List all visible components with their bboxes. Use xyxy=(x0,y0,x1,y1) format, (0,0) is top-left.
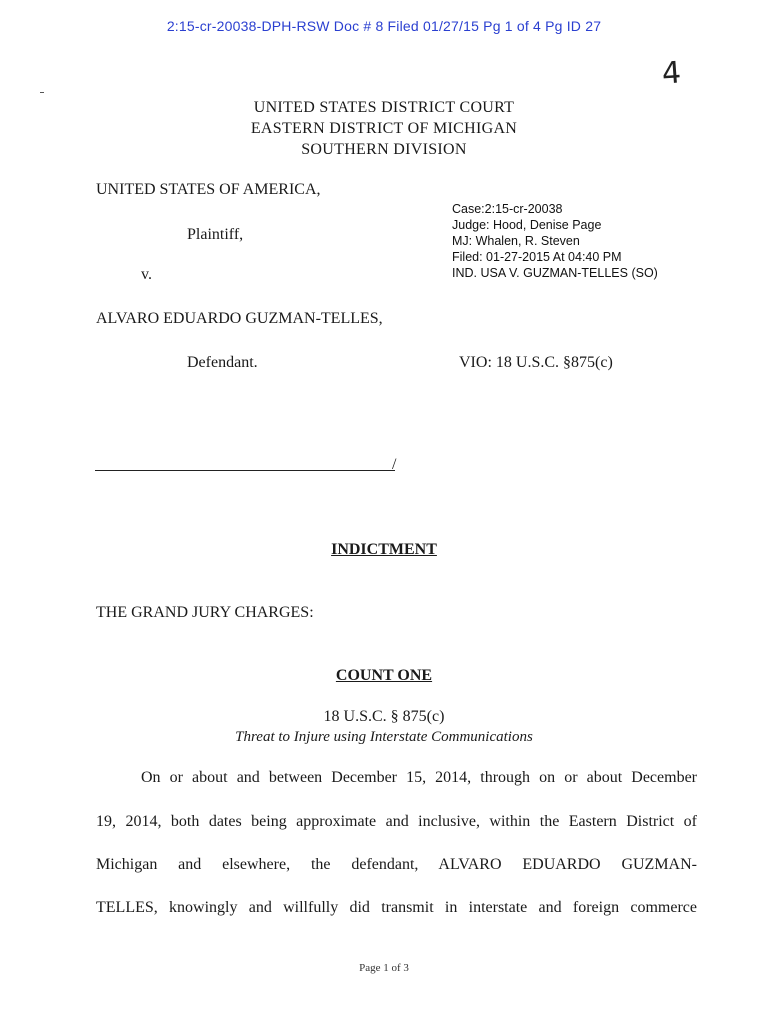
body-line: TELLES, knowingly and willfully did transmit in interstate and foreign commerce xyxy=(96,899,697,916)
indictment-title xyxy=(0,541,768,559)
court-name: UNITED STATES DISTRICT COURT xyxy=(253,99,515,116)
signature-slash: / xyxy=(392,456,397,473)
case-number: Case:2:15-cr-20038 xyxy=(452,202,563,216)
magistrate-judge: MJ: Whalen, R. Steven xyxy=(452,234,580,248)
page-footer: Page 1 of 3 xyxy=(359,962,409,974)
count-title xyxy=(0,667,768,685)
court-heading xyxy=(0,97,768,160)
scan-artifact xyxy=(40,92,44,93)
violation-citation: VIO: 18 U.S.C. §875(c) xyxy=(459,354,613,371)
signature-line xyxy=(95,470,395,471)
plaintiff-name: UNITED STATES OF AMERICA, xyxy=(96,181,321,198)
court-division: SOUTHERN DIVISION xyxy=(301,141,467,158)
court-district: EASTERN DISTRICT OF MICHIGAN xyxy=(250,120,518,137)
ecf-header-stamp: 2:15-cr-20038-DPH-RSW Doc # 8 Filed 01/27/15 Pg 1 of 4 Pg ID 27 xyxy=(166,18,602,34)
case-assignment-stamp xyxy=(452,201,658,281)
case-caption: IND. USA V. GUZMAN-TELLES (SO) xyxy=(452,266,658,280)
count-title-text: COUNT ONE xyxy=(335,667,433,684)
body-line: Michigan and elsewhere, the defendant, ALVARO EDUARDO GUZMAN- xyxy=(96,856,697,873)
grand-jury-charges: THE GRAND JURY CHARGES: xyxy=(96,604,314,621)
filed-date: Filed: 01-27-2015 At 04:40 PM xyxy=(452,250,622,264)
body-line: On or about and between December 15, 2014, through on or about December xyxy=(141,769,697,786)
count-statute: 18 U.S.C. § 875(c) xyxy=(323,708,445,725)
handwritten-mark: 4 xyxy=(660,55,683,92)
indictment-title-text: INDICTMENT xyxy=(331,541,437,558)
plaintiff-role: Plaintiff, xyxy=(187,226,244,243)
versus: v. xyxy=(141,266,152,283)
count-subtitle: Threat to Injure using Interstate Communications xyxy=(235,729,533,745)
defendant-name: ALVARO EDUARDO GUZMAN-TELLES, xyxy=(96,310,383,327)
judge: Judge: Hood, Denise Page xyxy=(452,218,602,232)
defendant-role: Defendant. xyxy=(187,354,258,371)
body-line: 19, 2014, both dates being approximate and inclusive, within the Eastern District of xyxy=(96,813,697,830)
